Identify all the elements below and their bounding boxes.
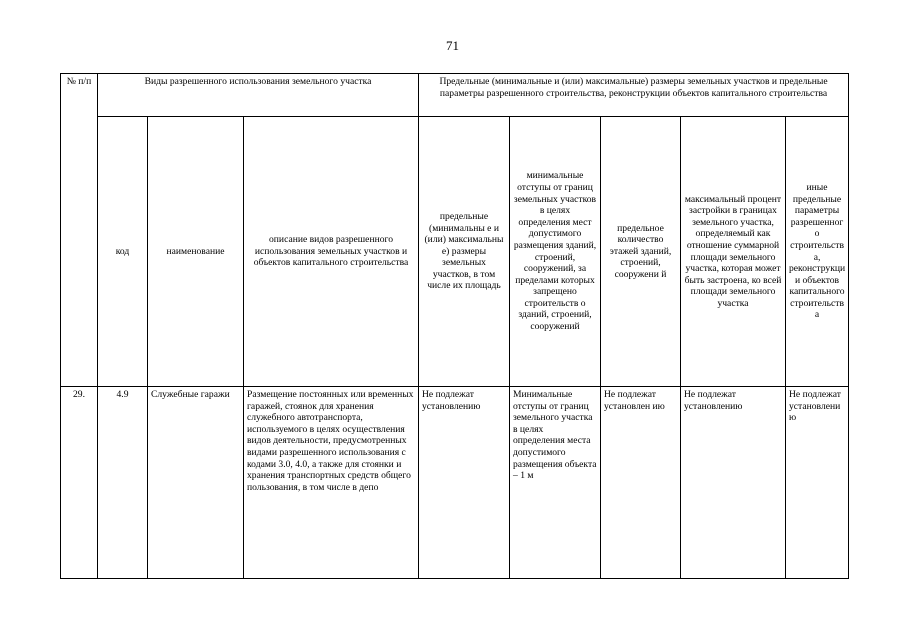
header-setbacks: минимальные отступы от границ земельных участков в целях определения мест допустимого размещения зданий, строений, сооружений, за пределами которых запрещено строительств о зданий, строений, сооружений: [510, 117, 601, 387]
row-name: Служебные гаражи: [148, 387, 244, 579]
header-description: описание видов разрешенного использования земельных участков и объектов капитального строительства: [244, 117, 419, 387]
row-plot-size: Не подлежат установлению: [419, 387, 510, 579]
row-floors: Не подлежат установлен ию: [601, 387, 681, 579]
page-number: 71: [446, 38, 459, 53]
header-name: наименование: [148, 117, 244, 387]
header-num: № п/п: [61, 74, 98, 387]
header-row-1: [61, 74, 849, 117]
row-coverage: Не подлежат установлению: [681, 387, 786, 579]
header-row-2: [61, 117, 849, 387]
header-coverage: максимальный процент застройки в границах земельного участка, определяемый как отношение суммарной площади земельного участка, которая может быть застроена, ко всей площади земельного участка: [681, 117, 786, 387]
header-uses-group: Виды разрешенного использования земельного участка: [98, 74, 419, 117]
table-row: [61, 387, 849, 579]
row-num: 29.: [61, 387, 98, 579]
row-other: Не подлежат установлени ю: [786, 387, 849, 579]
land-use-table: [60, 73, 849, 579]
header-limits-group: Предельные (минимальные и (или) максимальные) размеры земельных участков и предельные параметры разрешенного строительства, реконструкции объектов капитального строительства: [419, 74, 849, 117]
header-plot-size: предельные (минимальны е и (или) максимальны е) размеры земельных участков, в том числе их площадь: [419, 117, 510, 387]
row-setbacks: Минимальные отступы от границ земельного участка в целях определения места допустимого размещения объекта – 1 м: [510, 387, 601, 579]
header-other: иные предельные параметры разрешенног о строительств а, реконструкци и объектов капитального строительств а: [786, 117, 849, 387]
header-floors: предельное количество этажей зданий, строений, сооружени й: [601, 117, 681, 387]
row-code: 4.9: [98, 387, 148, 579]
header-code: код: [98, 117, 148, 387]
row-description: Размещение постоянных или временных гаражей, стоянок для хранения служебного автотранспорта, используемого в целях осуществления видов деятельности, предусмотренных видами разрешенного использования с кодами 3.0, 4.0, а также для стоянки и хранения транспортных средств общего пользования, в том числе в депо: [244, 387, 419, 579]
